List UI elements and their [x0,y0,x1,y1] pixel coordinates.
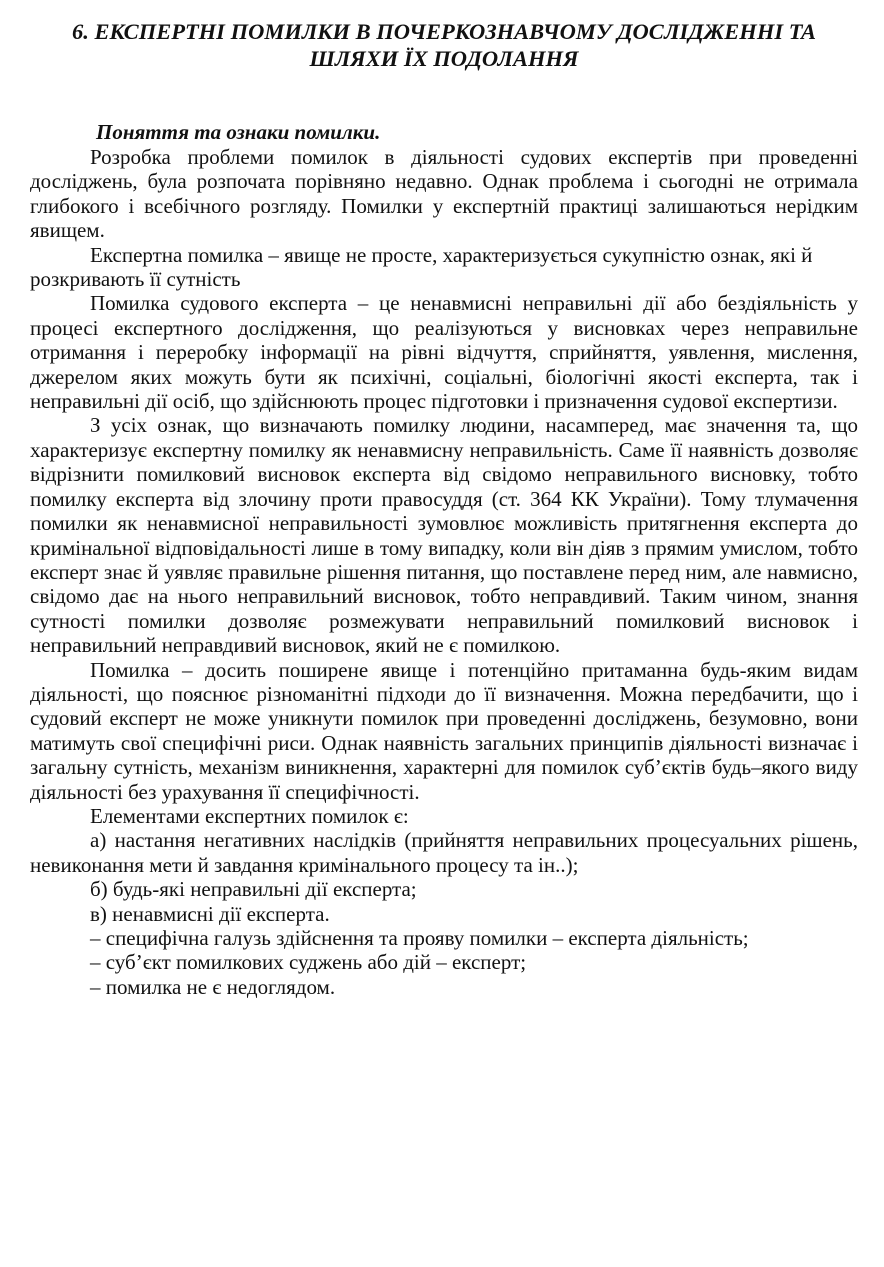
list-intro: Елементами експертних помилок є: [90,803,409,828]
list-item-dash-1: – специфічна галузь здійснення та прояву помилки – експерта діяльність; [90,926,749,950]
paragraph-4: З усіх ознак, що визначають помилку людини, насамперед, має значення та, що характеризує експертну помилку як ненавмисну неправильність. Саме її наявність дозволяє відрізнити помилковий висновок експерта від свідомо неправильного висновку, тобто помилку експерта від злочину проти правосуддя (ст. 364 КК України). Тому тлумачення помилки як ненавмисної неправильності зумовлює можливість притягнення експерта до кримінальної відповідальності лише в тому випадку, коли він діяв з прямим умислом, тобто експерт знає й уявляє правильне рішення питання, що поставлене перед ним, але навмисно, свідомо дає на нього неправильний висновок, тобто неправдивий. Таким чином, знання сутності помилки дозволяє розмежувати неправильний помилковий висновок і неправильний неправдивий висновок, який не є помилкою. [30,413,858,658]
page-title-line-2: ШЛЯХИ ЇХ ПОДОЛАННЯ [309,46,579,71]
paragraph-2: Експертна помилка – явище не просте, характеризується сукупністю ознак, які й розкривають її сутність [30,242,813,292]
page-title [30,18,858,72]
paragraph-1: Розробка проблеми помилок в діяльності судових експертів при проведенні досліджень, була розпочата порівняно недавно. Однак проблема і сьогодні не отримала глибокого і всебічного розгляду. Помилки у експертній практиці залишаються нерідким явищем. [30,145,858,243]
list-item-dash-2: – суб’єкт помилкових суджень або дій – експерт; [90,950,527,975]
list-item-c: в) ненавмисні дії експерта. [90,901,330,926]
paragraph-3: Помилка судового експерта – це ненавмисні неправильні дії або бездіяльність у процесі експертного дослідження, що реалізуються у висновках через неправильне отримання і переробку інформації на рівні відчуття, сприйняття, уявлення, мислення, джерелом яких можуть бути як психічні, соціальні, біологічні якості експерта, так і неправильні дії осіб, що здійснюють процес підготовки і призначення судової експертизи. [30,291,858,414]
paragraph-5: Помилка – досить поширене явище і потенційно притаманна будь-яким видам діяльності, що пояснює різноманітні підходи до її визначення. Можна передбачити, що і судовий експерт не може уникнути помилок при проведенні досліджень, безумовно, вони матимуть свої специфічні риси. Однак наявність загальних принципів діяльності визначає і загальну сутність, механізм виникнення, характерні для помилок суб’єктів будь–якого виду діяльності без урахування її специфічності. [30,657,858,804]
list-item-a: а) настання негативних наслідків (прийняття неправильних процесуальних рішень, невиконання мети й завдання кримінального процесу та ін..); [30,828,858,877]
section-heading: Поняття та ознаки помилки. [96,120,381,144]
list-item-dash-3: – помилка не є недоглядом. [90,974,336,999]
page-title-line-1: 6. ЕКСПЕРТНІ ПОМИЛКИ В ПОЧЕРКОЗНАВЧОМУ ДОСЛІДЖЕННІ ТА [71,19,817,44]
list-item-b: б) будь-які неправильні дії експерта; [90,877,417,902]
